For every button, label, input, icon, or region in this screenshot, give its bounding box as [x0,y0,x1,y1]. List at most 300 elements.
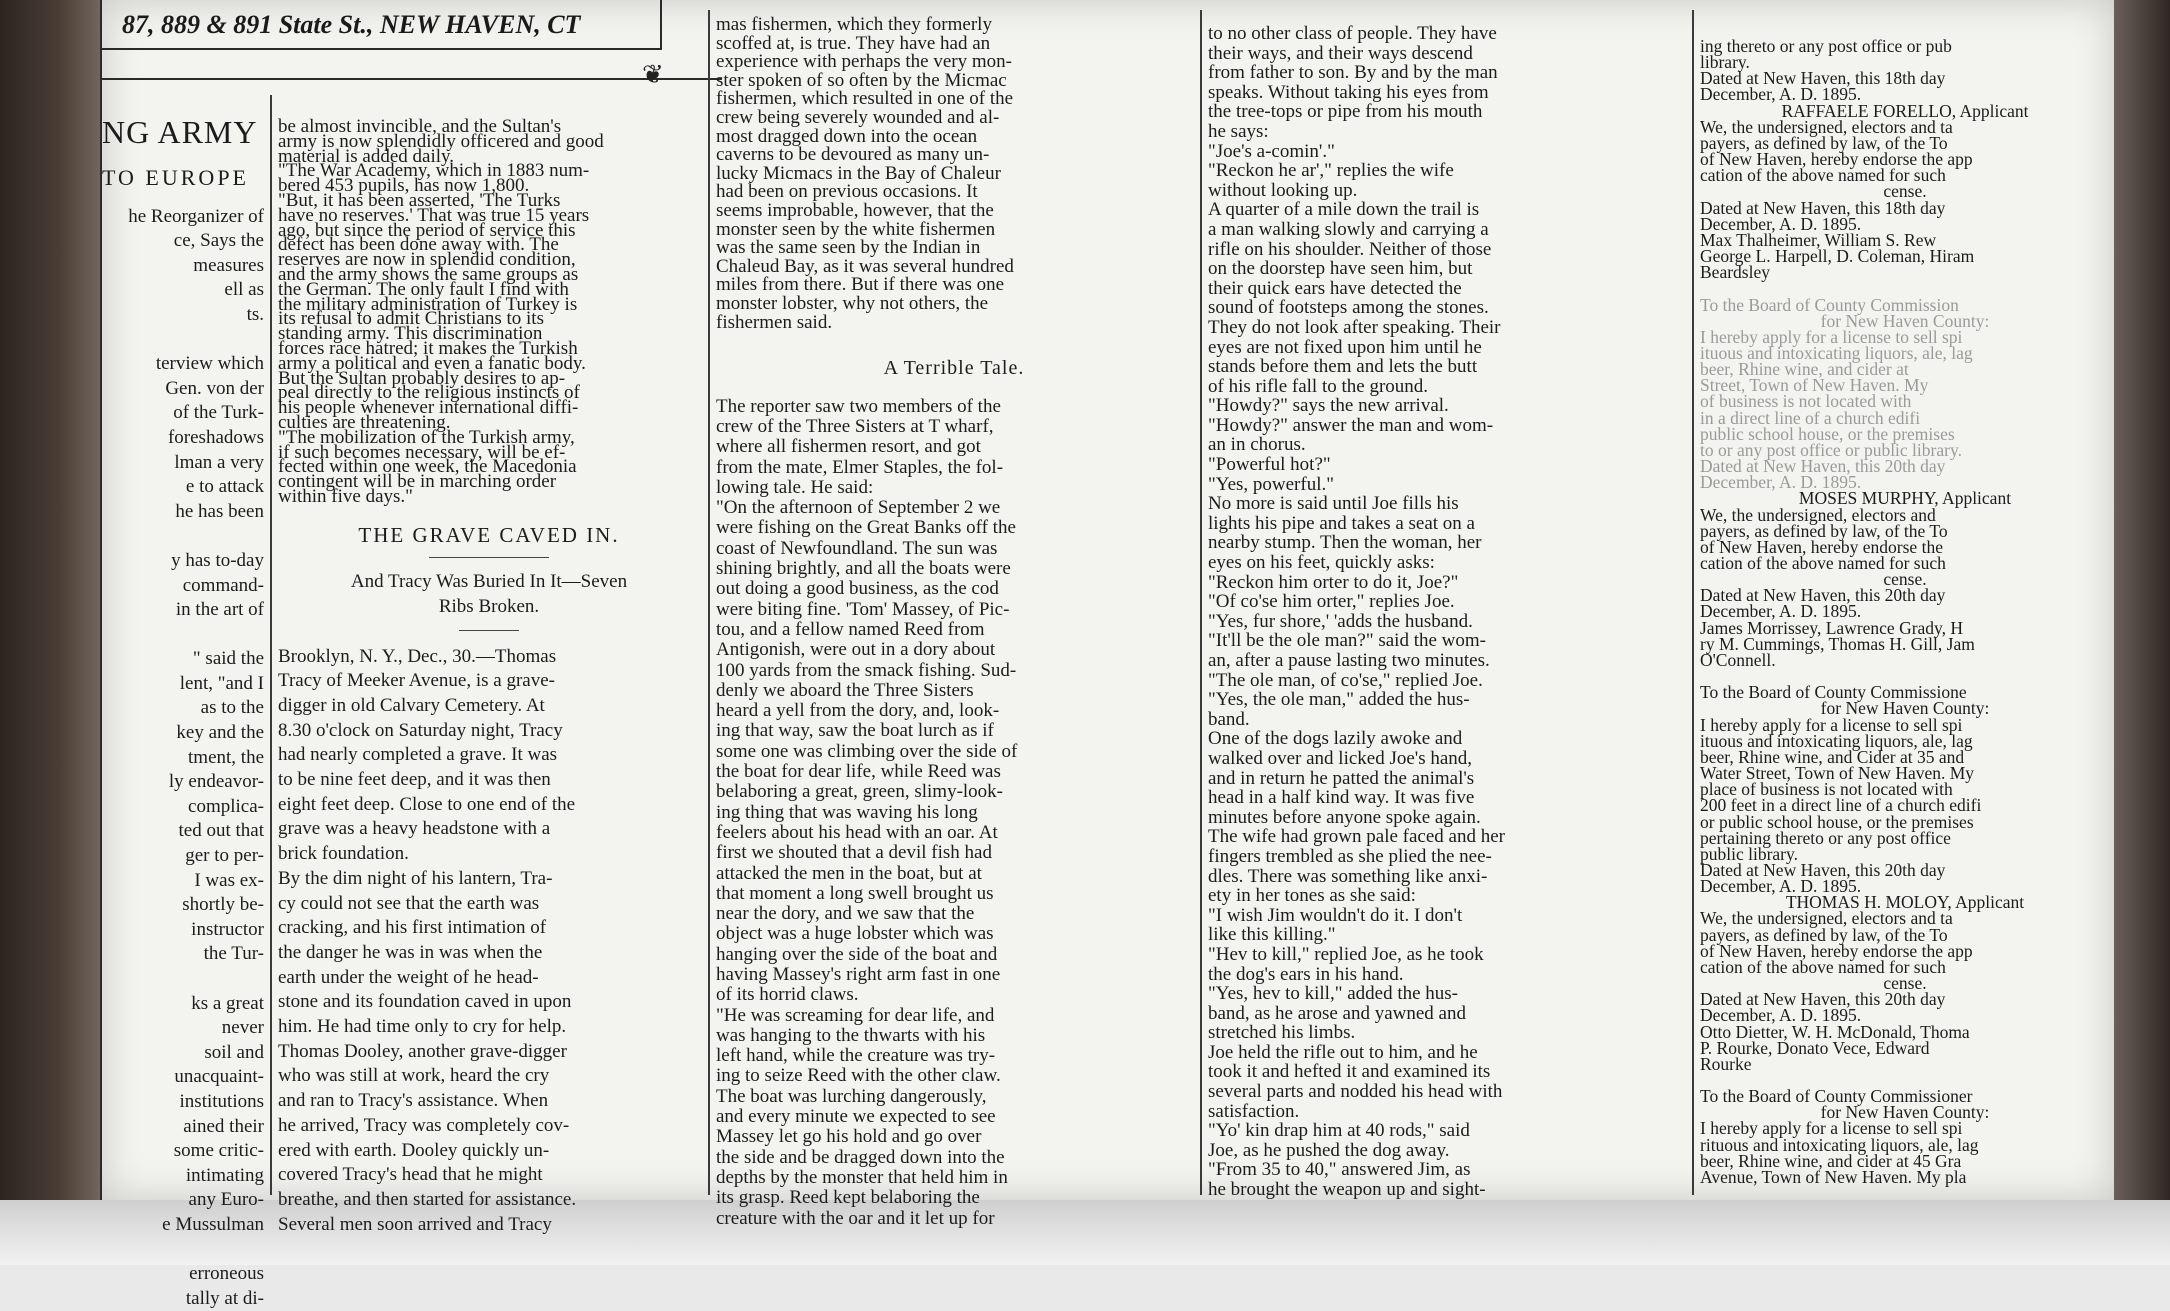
text-line: defect has been done away with. The [278,234,559,256]
text-line: Beardsley [1700,262,1770,283]
text-line: were fishing on the Great Banks off the [716,517,1016,539]
text-line: rituous and intoxicating liquors, ale, lag [1700,1134,1979,1155]
text-line [102,967,264,992]
column-rule [1200,10,1202,1195]
text-line: e to attack [185,476,264,498]
text-line [102,328,264,353]
text-line: e Mussulman [162,1213,264,1235]
text-line: unacquaint- [174,1066,264,1088]
text-line: some critic- [173,1140,264,1162]
text-line: like this killing." [1208,924,1336,946]
text-line: place of business is not located with [1700,779,1953,800]
text-line: and the army shows the same groups as [278,263,579,285]
text-line: ks a great [191,992,264,1014]
text-line: the German. The only fault I find with [278,278,569,300]
text-line: ce, Says the [173,230,264,252]
text-line: Rourke [1700,1053,1752,1074]
text-line: O'Connell. [1700,649,1776,670]
text-line: object was a huge lobster which was [716,923,994,945]
column-1 [102,110,264,1309]
text-line: ing that way, saw the boat lurch as if [716,720,994,742]
text-line: who was still at work, heard the cry [278,1065,550,1087]
text-line: army a political and even a fanatic body. [278,352,586,374]
text-line: Dated at New Haven, this 20th day [1700,989,1946,1010]
text-line: the side and be dragged down into the [716,1146,1005,1168]
text-line: "He was screaming for dear life, and [716,1004,995,1026]
text-line: monster seen by the white fishermen [716,218,996,240]
column-2 [278,116,700,1235]
text-line: tment, the [188,746,264,768]
text-line: monster lobster, why not others, the [716,292,989,314]
text-line [102,1238,264,1263]
text-line: "Yo' kin drap him at 40 rods," said [1208,1120,1470,1142]
text-line: without looking up. [1208,179,1358,201]
newspaper-page [100,0,2114,1309]
text-line: By the dim night of his lantern, Tra- [278,867,553,889]
column-rule [708,10,710,1195]
text-line: was the same seen by the Indian in [716,237,981,259]
text-line: They do not look after speaking. Their [1208,316,1501,338]
text-line: December, A. D. 1895. [1700,213,1862,234]
text-line: left hand, while the creature was try- [716,1045,996,1067]
terrible-tale-headline: A Terrible Tale. [883,357,1025,380]
text-line: Brooklyn, N. Y., Dec., 30.—Thomas [278,645,557,667]
text-line: ell as [224,279,264,301]
column-2-text-bottom [278,645,700,1238]
text-line: The reporter saw two members of the [716,395,1001,417]
text-line: its refusal to admit Christians to its [278,308,544,330]
text-line: minutes before anyone spoke again. [1208,806,1481,828]
text-line: the danger he was in was when the [278,941,543,963]
text-line: public school house, or the premises [1700,423,1955,444]
text-line: I hereby apply for a license to sell spi [1700,326,1963,347]
text-line: MOSES MURPHY, Applicant [1798,488,2012,509]
text-line: We, the undersigned, electors and ta [1700,908,1953,929]
text-line: lowing tale. He said: [716,476,874,498]
column-5 [1700,38,2110,1200]
text-line: ry M. Cummings, Thomas H. Gill, Jam [1700,633,1975,654]
text-line: an in chorus. [1208,434,1306,456]
text-line: I hereby apply for a license to sell spi [1700,1118,1963,1139]
text-line: "Howdy?" says the new arrival. [1208,395,1449,417]
text-line: denly we aboard the Three Sisters [716,679,974,701]
text-line: were biting fine. 'Tom' Massey, of Pic- [716,598,1010,620]
text-line: beer, Rhine wine, and Cider at 35 and [1700,746,1965,767]
text-line: Street, Town of New Haven. My [1700,375,1929,396]
text-line: any Euro- [188,1189,264,1211]
text-line: public library. [1700,843,1799,864]
text-line: ted out that [178,820,264,842]
text-line: material is added daily. [278,145,455,167]
text-line: "Yes, the ole man," added the hus- [1208,689,1470,711]
text-line: forces race hatred; it makes the Turkish [278,337,578,359]
masthead-divider [102,78,722,80]
text-line: "The mobilization of the Turkish army, [278,426,575,448]
grave-caved-subhead-1: And Tracy Was Buried In It—Seven [350,571,628,593]
column-1-heading: NG ARMY [102,114,258,150]
text-line: ing thereto or any post office or pub [1700,36,1952,56]
masthead-border-right [660,0,662,50]
text-line: P. Rourke, Donato Vece, Edward [1700,1037,1930,1058]
text-line: of New Haven, hereby endorse the [1700,536,1943,557]
text-line: Dated at New Haven, this 18th day [1700,68,1946,89]
text-line: eyes are not fixed upon him until he [1208,336,1482,358]
text-line: and every minute we expected to see [716,1106,996,1128]
text-line: ster spoken of so often by the Micmac [716,69,1007,91]
text-line: I was ex- [194,869,264,891]
text-line: To the Board of County Commissione [1700,682,1967,703]
text-line: cense. [1883,181,1927,202]
text-line: intimating [185,1164,264,1186]
text-line: beer, Rhine wine, and cider at [1700,359,1909,380]
text-line: Several men soon arrived and Tracy [278,1213,552,1235]
text-line: One of the dogs lazily awoke and [1208,728,1463,750]
text-line: instructor [191,918,264,940]
text-line: shining brightly, and all the boats were [716,558,1011,580]
text-line: "But, it has been asserted, 'The Turks [278,189,561,211]
text-line: band, as he arose and yawned and [1208,1002,1466,1024]
text-line: peal directly to the religious instincts of [278,382,580,404]
column-3-text-bottom [716,397,1192,1229]
text-line: of New Haven, hereby endorse the app [1700,940,1973,961]
text-line: cy could not see that the earth was [278,892,540,914]
text-line: "Joe's a-comin'." [1208,140,1335,162]
text-line: from the mate, Elmer Staples, the fol- [716,456,1004,478]
text-line: stands before them and lets the butt [1208,356,1478,378]
text-line: their quick ears have detected the [1208,277,1462,299]
text-line: cation of the above named for such [1700,956,1946,977]
text-line: payers, as defined by law, of the To [1700,520,1948,541]
text-line: in a direct line of a church edifi [1700,407,1921,428]
text-line: hanging over the side of the boat and [716,943,998,965]
text-line: erroneous [189,1263,264,1285]
text-line: first we shouted that a devil fish had [716,842,992,864]
text-line: ered with earth. Dooley quickly un- [278,1139,550,1161]
text-line: pertaining thereto or any post office [1700,827,1951,848]
text-line: caverns to be devoured as many un- [716,144,990,166]
text-line: walked over and licked Joe's hand, [1208,747,1473,769]
text-line: ago, but since the period of service this [278,219,576,241]
column-1-subheading: TO EUROPE [102,165,249,190]
text-line: Thomas Dooley, another grave-digger [278,1040,567,1062]
text-line: ing to seize Reed with the other claw. [716,1065,1001,1087]
text-line: to no other class of people. They have [1208,23,1497,44]
text-line: complica- [188,795,264,817]
text-line: speaks. Without taking his eyes from [1208,81,1489,103]
text-line: attacked the men in the boat, but at [716,862,982,884]
ornament-icon: ❦ [642,60,664,89]
text-line: ts. [246,303,264,325]
text-line: "Of co'se him orter," replies Joe. [1208,591,1455,613]
text-line: if such becomes necessary, will be ef- [278,441,566,463]
text-line: the boat for dear life, while Reed was [716,761,1001,783]
text-line: To the Board of County Commissioner [1700,1086,1973,1107]
text-line: reserves are now in splendid condition, [278,249,576,271]
text-line: within five days." [278,485,413,507]
text-line: Joe held the rifle out to him, and he [1208,1041,1478,1063]
text-line: "From 35 to 40," answered Jim, as [1208,1159,1471,1181]
text-line: standing army. This discrimination [278,323,543,345]
text-line: for New Haven County: [1820,1102,1990,1123]
text-line: covered Tracy's head that he might [278,1164,543,1186]
text-line: crew being severely wounded and al- [716,106,1000,128]
text-line: creature with the oar and it let up for [716,1207,995,1229]
masthead-address: 87, 889 & 891 State St., NEW HAVEN, CT [122,10,581,39]
text-line: for New Haven County: [1820,698,1990,719]
text-line: scoffed at, is true. They have had an [716,32,991,54]
text-line: We, the undersigned, electors and [1700,504,1936,525]
text-line: in the art of [175,599,264,621]
text-line: command- [182,574,264,596]
column-rule [1692,10,1694,1195]
text-line: ituous and intoxicating liquors, ale, lag [1700,730,1973,751]
text-line: RAFFAELE FORELLO, Applicant [1781,100,2029,121]
grave-caved-headline: THE GRAVE CAVED IN. [358,522,620,547]
masthead-border [102,48,662,50]
text-line: shortly be- [182,894,264,916]
text-line: brick foundation. [278,843,409,865]
text-line: of its horrid claws. [716,984,859,1006]
text-line: his people whenever international diffi- [278,397,579,419]
text-line: library. [1700,52,1750,73]
text-line: Water Street, Town of New Haven. My [1700,763,1975,784]
text-line: lights his pipe and takes a seat on a [1208,512,1475,534]
text-line: satisfaction. [1208,1100,1300,1122]
text-line: sound of footsteps among the stones. [1208,297,1489,319]
text-line: Dated at New Haven, this 20th day [1700,859,1946,880]
text-line: band. [1208,708,1250,730]
text-line: miles from there. But if there was one [716,274,1005,296]
text-line: measures [193,254,264,276]
text-line: the dog's ears in his hand. [1208,963,1404,985]
text-line: key and the [176,722,264,744]
text-line: cense. [1883,569,1927,590]
text-line: army is now splendidly officered and good [278,130,604,152]
text-line: have no reserves.' That was true 15 years [278,204,590,226]
text-line [102,524,264,549]
text-line: crew of the Three Sisters at T wharf, [716,415,994,437]
text-line: and in return he patted the animal's [1208,767,1475,789]
text-line: out doing a good business, as the cod [716,578,999,600]
text-line: from father to son. By and by the man [1208,62,1498,84]
text-line: nearby stump. Then the woman, her [1208,532,1482,554]
text-line: or public school house, or the premises [1700,811,1974,832]
column-4-text [1208,24,1684,1200]
text-line: cracking, and his first intimation of [278,917,547,939]
text-line: Chaleud Bay, as it was several hundred [716,255,1014,277]
text-line: Joe, as he pushed the dog away. [1208,1139,1450,1161]
text-line: Gen. von der [165,377,264,399]
text-line: for New Haven County: [1820,310,1990,331]
text-line: of his rifle fall to the ground. [1208,375,1429,397]
text-line: took it and hefted it and examined its [1208,1061,1491,1083]
text-line: "On the afternoon of September 2 we [716,497,1001,519]
grave-caved-subhead-2: Ribs Broken. [438,595,540,617]
text-line: Dated at New Haven, this 18th day [1700,197,1946,218]
text-line: ing thing that was waving his long [716,801,978,823]
text-line: "Howdy?" answer the man and wom- [1208,414,1494,436]
text-line: dles. There was something like anxi- [1208,865,1488,887]
text-line: A quarter of a mile down the trail is [1208,199,1480,221]
text-line: But the Sultan probably desires to ap- [278,367,566,389]
text-line: December, A. D. 1895. [1700,876,1862,897]
text-line: 200 feet in a direct line of a church edifi [1700,795,1982,816]
text-line: the military administration of Turkey is [278,293,578,315]
text-line: some one was climbing over the side of [716,740,1018,762]
text-line: "Hev to kill," replied Joe, as he took [1208,943,1484,965]
text-line: grave was a heavy headstone with a [278,818,551,840]
text-line: We, the undersigned, electors and ta [1700,116,1953,137]
text-line: cation of the above named for such [1700,553,1946,573]
text-line: stone and its foundation caved in upon [278,991,572,1013]
text-line: head in a half kind way. It was five [1208,787,1475,809]
text-line [102,623,264,648]
text-line: institutions [179,1090,264,1112]
text-line: he has been [175,500,264,522]
text-line: tou, and a fellow named Reed from [716,618,985,640]
text-line: Antigonish, were out in a dory about [716,639,996,661]
text-line: The wife had grown pale faced and her [1208,826,1505,848]
text-line: its grasp. Reed kept belaboring the [716,1187,980,1209]
text-line: fishermen said. [716,311,833,333]
text-line: belaboring a great, green, slimy-look- [716,781,1004,803]
text-line: foreshadows [167,426,264,448]
text-line: lman a very [174,451,264,473]
text-line: December, A. D. 1895. [1700,472,1862,493]
text-line: ety in her tones as she said: [1208,885,1416,907]
text-line: y has to-day [171,549,264,571]
text-line: where all fishermen resort, and got [716,436,981,458]
column-3 [716,14,1192,1229]
text-line: coast of Newfoundland. The sun was [716,537,998,559]
column-rule [270,95,272,1195]
text-line: eyes on his feet, quickly asks: [1208,552,1435,574]
text-line: contingent will be in marching order [278,471,557,493]
text-line: ituous and intoxicating liquors, ale, lag [1700,342,1973,363]
text-line: ained their [183,1115,264,1137]
text-line: "It'll be the ole man?" said the wom- [1208,630,1486,652]
text-line: No more is said until Joe fills his [1208,493,1459,515]
text-line: seems improbable, however, that the [716,199,994,221]
text-line: Avenue, Town of New Haven. My pla [1700,1166,1967,1187]
text-line: THOMAS H. MOLOY, Applicant [1785,892,2025,913]
text-line: fected within one week, the Macedonia [278,456,577,478]
text-line: be almost invincible, and the Sultan's [278,116,562,137]
text-line: Otto Dietter, W. H. McDonald, Thoma [1700,1021,1970,1042]
text-line: "Powerful hot?" [1208,454,1331,476]
text-line: "Yes, hev to kill," added the hus- [1208,983,1459,1005]
text-line: December, A. D. 1895. [1700,601,1862,622]
scan-edge-left [0,0,110,1265]
text-line: cation of the above named for such [1700,165,1946,186]
text-line: Massey let go his hold and go over [716,1126,982,1148]
column-2-text-top [278,116,700,507]
text-line: ger to per- [185,845,264,867]
text-line: 100 yards from the smack fishing. Sud- [716,659,1017,681]
text-line: had nearly completed a grave. It was [278,744,558,766]
text-line: the tree-tops or pipe from his mouth [1208,101,1483,123]
text-line: that moment a long swell brought us [716,882,994,904]
text-line: I hereby apply for a license to sell spi [1700,714,1963,735]
text-line: George L. Harpell, D. Coleman, Hiram [1700,246,1975,267]
column-3-text-top [716,16,1192,332]
text-line: mas fishermen, which they formerly [716,14,992,35]
text-line: Tracy of Meeker Avenue, is a grave- [278,670,555,692]
text-line: December, A. D. 1895. [1700,84,1862,105]
text-line: "I wish Jim wouldn't do it. I don't [1208,904,1463,926]
text-line: beer, Rhine wine, and cider at 45 Gra [1700,1150,1962,1171]
text-line: stretched his limbs. [1208,1022,1356,1044]
text-line: heard a yell from the dory, and, look- [716,700,1000,722]
text-line: tally at di- [185,1287,264,1309]
text-line: never [221,1017,264,1039]
text-line: of New Haven, hereby endorse the app [1700,149,1973,170]
text-line: the Tur- [203,943,264,965]
text-line: lucky Micmacs in the Bay of Chaleur [716,162,1001,184]
text-line: he brought the weapon up and sight- [1208,1179,1486,1201]
text-line: Dated at New Haven, this 20th day [1700,456,1946,477]
text-line: to or any post office or public library. [1700,439,1962,460]
text-line: "Yes, fur shore,' 'adds the husband. [1208,610,1473,632]
text-line: cense. [1883,973,1927,994]
text-line: soil and [204,1041,264,1063]
text-line: The boat was lurching dangerously, [716,1085,987,1107]
column-5-text [1700,38,2110,1185]
text-line: of the Turk- [173,402,264,424]
text-line: eight feet deep. Close to one end of the [278,793,576,815]
text-line: James Morrissey, Lawrence Grady, H [1700,617,1964,638]
text-line: was hanging to the thwarts with his [716,1024,986,1046]
text-line: depths by the monster that held him in [716,1166,1008,1188]
text-line: payers, as defined by law, of the To [1700,924,1948,945]
text-line: To the Board of County Commission [1700,294,1959,315]
text-line: him. He had time only to cry for help. [278,1016,567,1038]
text-line: 8.30 o'clock on Saturday night, Tracy [278,719,563,741]
text-line: bered 453 pupils, has now 1,800. [278,175,530,197]
text-line: culties are threatening. [278,411,451,433]
text-line: " said the [192,648,264,670]
text-line: of business is not located with [1700,391,1912,412]
text-line: he arrived, Tracy was completely cov- [278,1114,570,1136]
text-line: ly endeavor- [168,771,264,793]
text-line: he Reorganizer of [128,205,264,227]
text-line: rifle on his shoulder. Neither of those [1208,238,1492,260]
text-line: experience with perhaps the very mon- [716,51,1012,73]
text-line: Max Thalheimer, William S. Rew [1700,229,1937,250]
text-line: several parts and nodded his head with [1208,1081,1503,1103]
text-line: "The War Academy, which in 1883 num- [278,160,590,182]
text-line: lent, "and I [179,672,264,694]
text-line: most dragged down into the ocean [716,125,978,147]
text-line: payers, as defined by law, of the To [1700,132,1948,153]
text-line: and ran to Tracy's assistance. When [278,1090,549,1112]
text-line: feelers about his head with an oar. At [716,821,998,843]
text-line: as to the [200,697,264,719]
scan-edge-right [2110,0,2170,1265]
text-line: "The ole man, of co'se," replied Joe. [1208,669,1483,691]
text-line: terview which [155,353,264,375]
text-line: near the dory, and we saw that the [716,903,975,925]
text-line: December, A. D. 1895. [1700,1005,1862,1026]
text-line: having Massey's right arm fast in one [716,964,1001,985]
text-line: their ways, and their ways descend [1208,42,1473,64]
text-line: fingers trembled as she plied the nee- [1208,845,1492,867]
text-line: to be nine feet deep, and it was then [278,769,551,791]
text-line: Dated at New Haven, this 20th day [1700,585,1946,606]
text-line: "Reckon he ar'," replies the wife [1208,160,1454,182]
text-line: had been on previous occasions. It [716,181,978,203]
text-line: fishermen, which resulted in one of the [716,88,1014,110]
